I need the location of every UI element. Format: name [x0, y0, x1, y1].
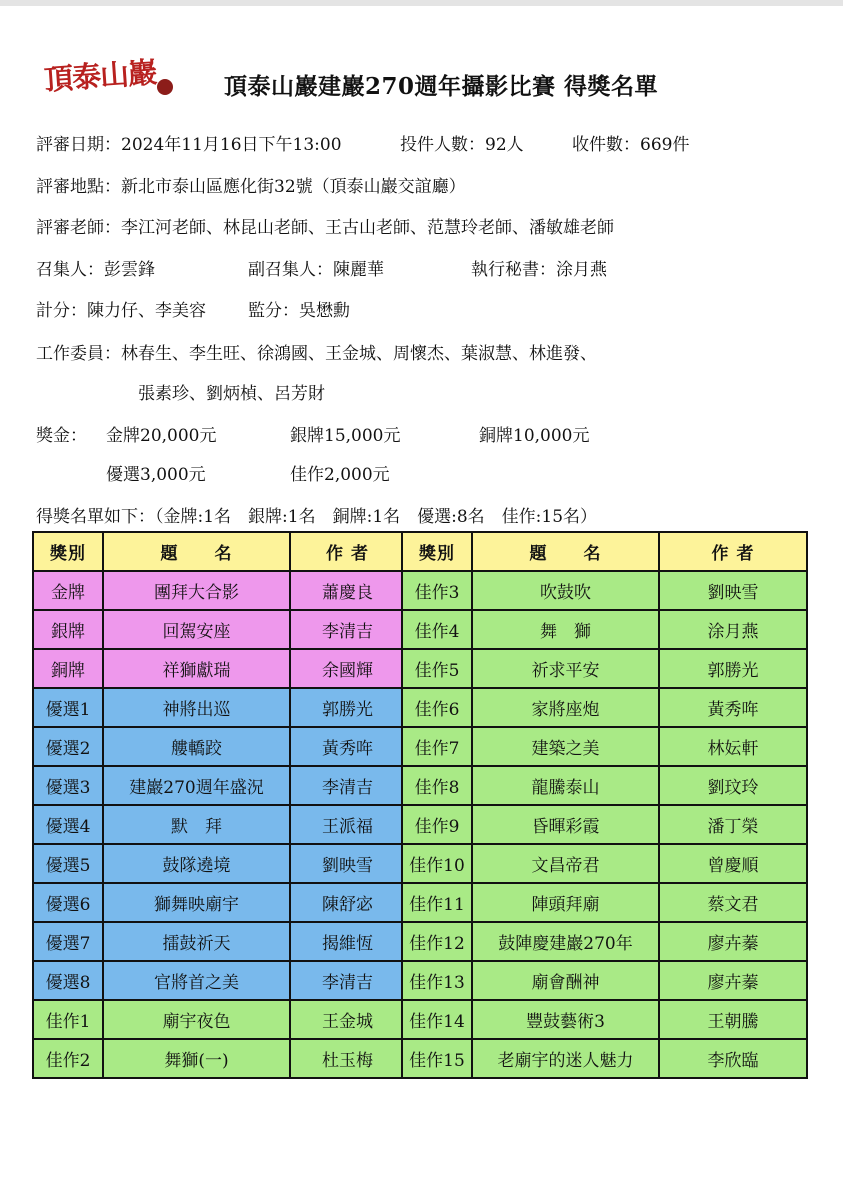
table-row [33, 883, 405, 922]
photo-title-cell: 神將出巡 [103, 688, 290, 727]
header-category: 獎別 [33, 532, 103, 571]
photo-title-cell: 文昌帝君 [472, 844, 659, 883]
score-supervisor: 監分：吳懋勳 [248, 301, 350, 321]
author-cell: 蕭慶良 [290, 571, 405, 610]
award-category-cell: 優選4 [33, 805, 103, 844]
award-category-cell: 佳作2 [33, 1039, 103, 1078]
author-cell: 郭勝光 [659, 649, 807, 688]
author-cell: 廖卉蓁 [659, 961, 807, 1000]
table-row [33, 1000, 405, 1039]
logo-seal-icon [157, 79, 173, 95]
table-row [402, 610, 807, 649]
table-row [33, 844, 405, 883]
table-row [33, 649, 405, 688]
photo-title-cell: 鼓陣慶建巖270年 [472, 922, 659, 961]
award-category-cell: 優選1 [33, 688, 103, 727]
author-cell: 曾慶順 [659, 844, 807, 883]
table-row [33, 727, 405, 766]
author-cell: 郭勝光 [290, 688, 405, 727]
table-header-row [402, 532, 807, 571]
table-row [402, 688, 807, 727]
table-row [33, 610, 405, 649]
table-row [33, 571, 405, 610]
header-author: 作 者 [659, 532, 807, 571]
photo-title-cell: 祈求平安 [472, 649, 659, 688]
table-row [402, 922, 807, 961]
author-cell: 王金城 [290, 1000, 405, 1039]
award-category-cell: 佳作10 [402, 844, 472, 883]
vice-convener: 副召集人：陳麗華 [248, 260, 384, 280]
photo-title-cell: 鼓隊遶境 [103, 844, 290, 883]
table-row [402, 805, 807, 844]
award-category-cell: 佳作7 [402, 727, 472, 766]
photo-title-cell: 擂鼓祈天 [103, 922, 290, 961]
photo-title-cell: 建築之美 [472, 727, 659, 766]
page-title: 頂泰山巖建巖270週年攝影比賽 得獎名單 [224, 73, 659, 100]
author-cell: 杜玉梅 [290, 1039, 405, 1078]
header-title: 題 名 [103, 532, 290, 571]
award-category-cell: 佳作3 [402, 571, 472, 610]
staff-line-1: 工作委員：林春生、李生旺、徐鴻國、王金城、周懷杰、葉淑慧、林進發、 [36, 344, 597, 364]
author-cell: 余國輝 [290, 649, 405, 688]
table-row [402, 571, 807, 610]
author-cell: 王派福 [290, 805, 405, 844]
judges-list: 評審老師：李江河老師、林昆山老師、王古山老師、范慧玲老師、潘敏雄老師 [36, 218, 614, 238]
prize-label: 獎金： [36, 426, 87, 446]
award-category-cell: 優選5 [33, 844, 103, 883]
author-cell: 陳舒宓 [290, 883, 405, 922]
table-row [33, 766, 405, 805]
photo-title-cell: 艛轎跤 [103, 727, 290, 766]
author-cell: 黃秀哖 [290, 727, 405, 766]
award-table-left [32, 531, 406, 1079]
convener: 召集人：彭雲鋒 [36, 260, 155, 280]
author-cell: 李清吉 [290, 610, 405, 649]
photo-title-cell: 老廟宇的迷人魅力 [472, 1039, 659, 1078]
photo-title-cell: 吹鼓吹 [472, 571, 659, 610]
prize-gold: 金牌20,000元 [106, 426, 217, 446]
temple-logo [44, 52, 194, 104]
author-cell: 劉玟玲 [659, 766, 807, 805]
award-category-cell: 銅牌 [33, 649, 103, 688]
author-cell: 劉映雪 [659, 571, 807, 610]
header-title: 題 名 [472, 532, 659, 571]
photo-title-cell: 建巖270週年盛況 [103, 766, 290, 805]
photo-title-cell: 昏暉彩霞 [472, 805, 659, 844]
table-row [33, 922, 405, 961]
table-row [402, 844, 807, 883]
photo-title-cell: 陣頭拜廟 [472, 883, 659, 922]
prize-silver: 銀牌15,000元 [290, 426, 401, 446]
award-category-cell: 佳作6 [402, 688, 472, 727]
header-author: 作 者 [290, 532, 405, 571]
photo-title-cell: 獅舞映廟宇 [103, 883, 290, 922]
table-row [402, 1039, 807, 1078]
award-category-cell: 佳作11 [402, 883, 472, 922]
award-category-cell: 佳作4 [402, 610, 472, 649]
photo-title-cell: 官將首之美 [103, 961, 290, 1000]
received-count: 收件數：669件 [572, 135, 690, 155]
executive-secretary: 執行秘書：涂月燕 [471, 260, 607, 280]
photo-title-cell: 舞 獅 [472, 610, 659, 649]
prize-honorable: 佳作2,000元 [290, 465, 390, 485]
photo-title-cell: 回駕安座 [103, 610, 290, 649]
award-category-cell: 銀牌 [33, 610, 103, 649]
table-row [402, 1000, 807, 1039]
judging-venue: 評審地點：新北市泰山區應化街32號（頂泰山巖交誼廳） [36, 177, 466, 197]
submitter-count: 投件人數：92人 [400, 135, 524, 155]
author-cell: 王朝騰 [659, 1000, 807, 1039]
photo-title-cell: 默 拜 [103, 805, 290, 844]
header-category: 獎別 [402, 532, 472, 571]
award-category-cell: 佳作15 [402, 1039, 472, 1078]
prize-bronze: 銅牌10,000元 [479, 426, 590, 446]
award-category-cell: 佳作9 [402, 805, 472, 844]
award-category-cell: 佳作1 [33, 1000, 103, 1039]
award-category-cell: 優選2 [33, 727, 103, 766]
table-row [402, 649, 807, 688]
table-row [402, 961, 807, 1000]
table-row [33, 961, 405, 1000]
author-cell: 蔡文君 [659, 883, 807, 922]
photo-title-cell: 祥獅獻瑞 [103, 649, 290, 688]
award-list-intro: 得獎名單如下：（金牌:1名 銀牌:1名 銅牌:1名 優選:8名 佳作:15名） [36, 507, 598, 527]
prize-merit: 優選3,000元 [106, 465, 206, 485]
award-category-cell: 優選3 [33, 766, 103, 805]
scorers: 計分：陳力仔、李美容 [36, 301, 206, 321]
award-category-cell: 金牌 [33, 571, 103, 610]
author-cell: 廖卉蓁 [659, 922, 807, 961]
table-row [402, 766, 807, 805]
author-cell: 李清吉 [290, 766, 405, 805]
photo-title-cell: 舞獅(一) [103, 1039, 290, 1078]
author-cell: 林妘軒 [659, 727, 807, 766]
author-cell: 揭維恆 [290, 922, 405, 961]
staff-line-2: 張素珍、劉炳楨、呂芳財 [138, 384, 325, 404]
logo-text: 頂泰山巖 [43, 55, 158, 97]
award-category-cell: 佳作12 [402, 922, 472, 961]
judging-date: 評審日期：2024年11月16日下午13:00 [36, 135, 342, 155]
award-table-right [401, 531, 808, 1079]
award-category-cell: 佳作8 [402, 766, 472, 805]
award-category-cell: 佳作14 [402, 1000, 472, 1039]
table-row [402, 727, 807, 766]
table-row [402, 883, 807, 922]
author-cell: 李欣臨 [659, 1039, 807, 1078]
photo-title-cell: 團拜大合影 [103, 571, 290, 610]
award-category-cell: 優選6 [33, 883, 103, 922]
author-cell: 李清吉 [290, 961, 405, 1000]
award-category-cell: 佳作13 [402, 961, 472, 1000]
photo-title-cell: 廟會酬神 [472, 961, 659, 1000]
table-row [33, 688, 405, 727]
author-cell: 潘丁榮 [659, 805, 807, 844]
award-category-cell: 佳作5 [402, 649, 472, 688]
table-header-row [33, 532, 405, 571]
table-row [33, 805, 405, 844]
award-category-cell: 優選7 [33, 922, 103, 961]
author-cell: 涂月燕 [659, 610, 807, 649]
award-category-cell: 優選8 [33, 961, 103, 1000]
table-row [33, 1039, 405, 1078]
photo-title-cell: 家將座炮 [472, 688, 659, 727]
photo-title-cell: 豐鼓藝術3 [472, 1000, 659, 1039]
author-cell: 黃秀哖 [659, 688, 807, 727]
author-cell: 劉映雪 [290, 844, 405, 883]
photo-title-cell: 龍騰泰山 [472, 766, 659, 805]
photo-title-cell: 廟宇夜色 [103, 1000, 290, 1039]
top-border-strip [0, 0, 843, 6]
